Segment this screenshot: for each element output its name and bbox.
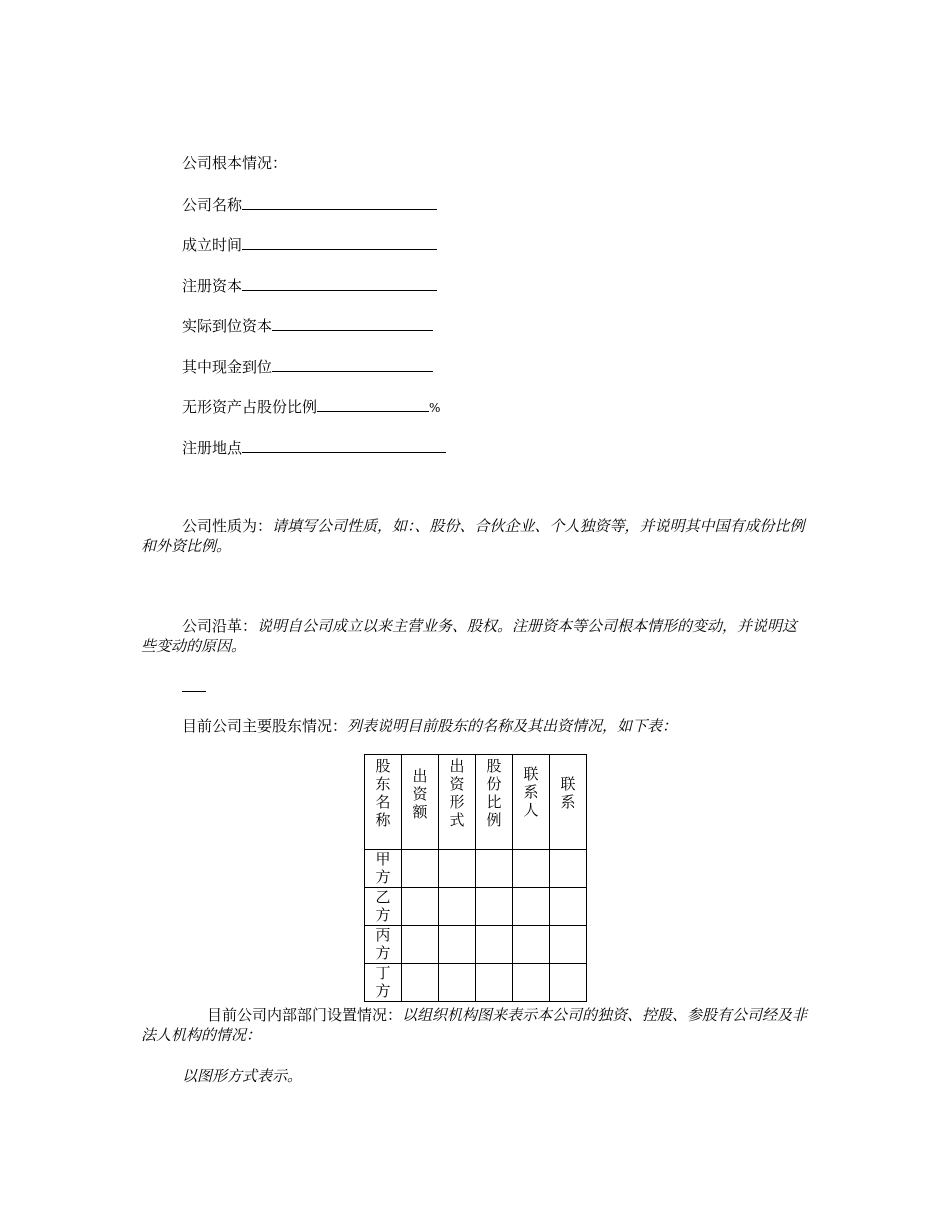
table-cell[interactable] xyxy=(513,888,550,926)
row-label-cell: 乙方 xyxy=(365,888,402,926)
field-label: 实际到位资本 xyxy=(182,317,273,335)
table-row xyxy=(365,964,587,1002)
field-label: 注册资本 xyxy=(182,277,243,295)
nature-label: 公司性质为： xyxy=(182,517,273,535)
shareholders-text: 列表说明目前股东的名称及其出资情况，如下表： xyxy=(347,717,678,735)
table-row xyxy=(365,888,587,926)
field-company-name xyxy=(182,194,437,215)
nature-text: 请填写公司性质，如：、股份、合伙企业、个人独资等，并说明其中国有成份比例和外资比例。 xyxy=(141,517,805,555)
field-registered-capital xyxy=(182,275,437,296)
table-cell[interactable] xyxy=(476,926,513,964)
table-cell[interactable] xyxy=(550,850,587,888)
shareholders-table xyxy=(364,754,587,1002)
field-label: 注册地点 xyxy=(182,439,243,457)
table-row xyxy=(365,926,587,964)
field-label: 无形资产占股份比例 xyxy=(182,398,318,416)
row-label-cell: 丁方 xyxy=(365,964,402,1002)
table-header-row xyxy=(365,755,587,850)
field-registered-address xyxy=(182,437,446,458)
field-paid-capital xyxy=(182,315,433,336)
table-cell[interactable] xyxy=(550,926,587,964)
table-cell[interactable] xyxy=(513,850,550,888)
departments-text: 以组织机构图来表示本公司的独资、控股、参股有公司经及非法人机构的情况： xyxy=(141,1006,808,1044)
table-cell[interactable] xyxy=(439,964,476,1002)
departments-label: 目前公司内部部门设置情况： xyxy=(207,1006,403,1024)
row-label-cell: 甲方 xyxy=(365,850,402,888)
field-blank[interactable] xyxy=(242,275,437,291)
history-label: 公司沿革： xyxy=(182,617,258,635)
field-intangible-ratio xyxy=(182,396,440,418)
header-cell: 股份比例 xyxy=(476,755,513,850)
field-blank[interactable] xyxy=(272,315,433,331)
header-cell: 出资形式 xyxy=(439,755,476,850)
table-cell[interactable] xyxy=(550,888,587,926)
divider xyxy=(182,691,206,692)
table-cell[interactable] xyxy=(439,850,476,888)
table-cell[interactable] xyxy=(476,888,513,926)
percent-suffix: % xyxy=(429,401,441,415)
table-cell[interactable] xyxy=(402,926,439,964)
header-cell: 股东名称 xyxy=(365,755,402,850)
table-cell[interactable] xyxy=(513,926,550,964)
table-cell[interactable] xyxy=(402,850,439,888)
table-cell[interactable] xyxy=(550,964,587,1002)
field-label: 成立时间 xyxy=(182,236,243,254)
table-cell[interactable] xyxy=(402,964,439,1002)
field-blank[interactable] xyxy=(317,396,429,412)
row-label-cell: 丙方 xyxy=(365,926,402,964)
table-cell[interactable] xyxy=(513,964,550,1002)
field-blank[interactable] xyxy=(242,437,446,453)
departments-paragraph xyxy=(141,1005,811,1045)
field-label: 公司名称 xyxy=(182,196,243,214)
shareholders-label: 目前公司主要股东情况： xyxy=(182,717,348,735)
field-blank[interactable] xyxy=(272,356,433,372)
field-label: 其中现金到位 xyxy=(182,358,273,376)
header-cell: 联系人 xyxy=(513,755,550,850)
shareholders-paragraph xyxy=(182,716,677,736)
field-blank[interactable] xyxy=(242,234,437,250)
nature-paragraph xyxy=(141,516,811,556)
basic-heading: 公司根本情况： xyxy=(182,154,288,172)
header-cell: 出资额 xyxy=(402,755,439,850)
table-cell[interactable] xyxy=(439,926,476,964)
table-row xyxy=(365,850,587,888)
history-text: 说明自公司成立以来主营业务、股权。注册资本等公司根本情形的变动，并说明这些变动的原因。 xyxy=(141,617,798,655)
table-cell[interactable] xyxy=(439,888,476,926)
table-cell[interactable] xyxy=(476,964,513,1002)
field-blank[interactable] xyxy=(242,194,437,210)
field-founded-date xyxy=(182,234,437,255)
field-cash-paid xyxy=(182,356,433,377)
table-cell[interactable] xyxy=(402,888,439,926)
table-cell[interactable] xyxy=(476,850,513,888)
history-paragraph xyxy=(141,616,811,656)
header-cell: 联系 xyxy=(550,755,587,850)
departments-note: 以图形方式表示。 xyxy=(182,1067,303,1085)
